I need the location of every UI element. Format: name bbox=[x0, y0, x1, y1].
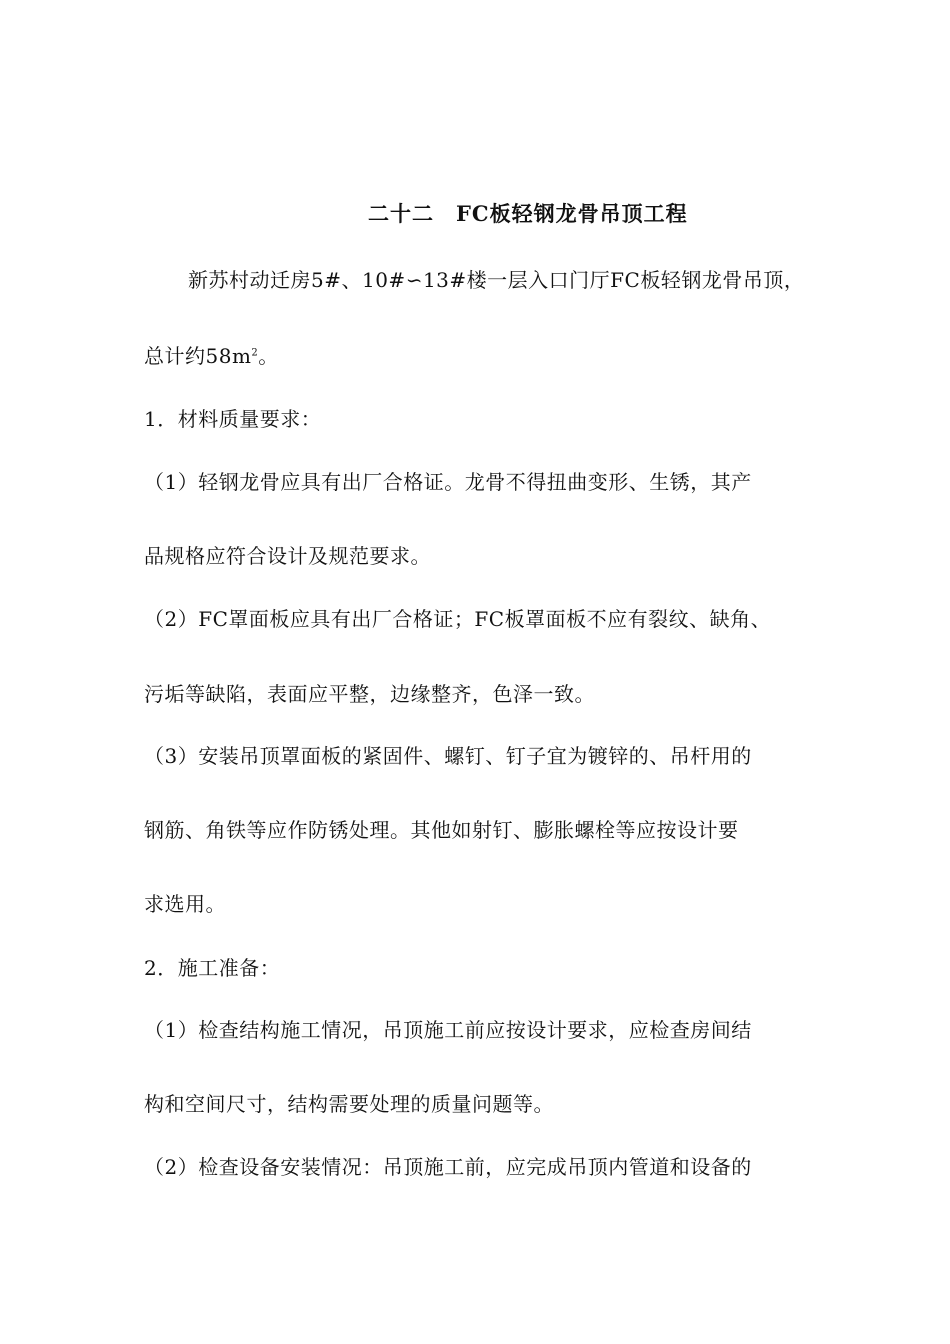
section-2-item-1-line-2: 构和空间尺寸，结构需要处理的质量问题等。 bbox=[144, 1092, 554, 1116]
page-title: 二十二 FC板轻钢龙骨吊顶工程 bbox=[368, 201, 688, 226]
section-1-item-2-line-2: 污垢等缺陷，表面应平整，边缘整齐，色泽一致。 bbox=[144, 682, 595, 706]
intro-line-2-suffix: 。 bbox=[258, 344, 279, 368]
intro-line-1: 新苏村动迁房5#、10#∽13#楼一层入口门厅FC板轻钢龙骨吊顶， bbox=[188, 268, 805, 292]
section-1-item-1-line-2: 品规格应符合设计及规范要求。 bbox=[144, 544, 431, 568]
section-1-item-3-line-3: 求选用。 bbox=[144, 892, 226, 916]
section-1-item-3-line-1: （3）安装吊顶罩面板的紧固件、螺钉、钉子宜为镀锌的、吊杆用的 bbox=[144, 744, 752, 768]
intro-line-2 bbox=[144, 340, 279, 369]
section-2-item-2-line-1: （2）检查设备安装情况：吊顶施工前，应完成吊顶内管道和设备的 bbox=[144, 1155, 752, 1179]
section-1-item-2-line-1: （2）FC罩面板应具有出厂合格证；FC板罩面板不应有裂纹、缺角、 bbox=[144, 607, 772, 631]
section-1-item-3-line-2: 钢筋、角铁等应作防锈处理。其他如射钉、膨胀螺栓等应按设计要 bbox=[144, 818, 739, 842]
section-1-item-1-line-1: （1）轻钢龙骨应具有出厂合格证。龙骨不得扭曲变形、生锈，其产 bbox=[144, 470, 752, 494]
section-2-item-1-line-1: （1）检查结构施工情况，吊顶施工前应按设计要求，应检查房间结 bbox=[144, 1018, 752, 1042]
section-2-heading: 2．施工准备： bbox=[144, 956, 281, 980]
section-1-heading: 1．材料质量要求： bbox=[144, 407, 322, 431]
intro-line-2-prefix: 总计约58m bbox=[144, 344, 252, 368]
superscript-2: 2 bbox=[251, 347, 259, 359]
